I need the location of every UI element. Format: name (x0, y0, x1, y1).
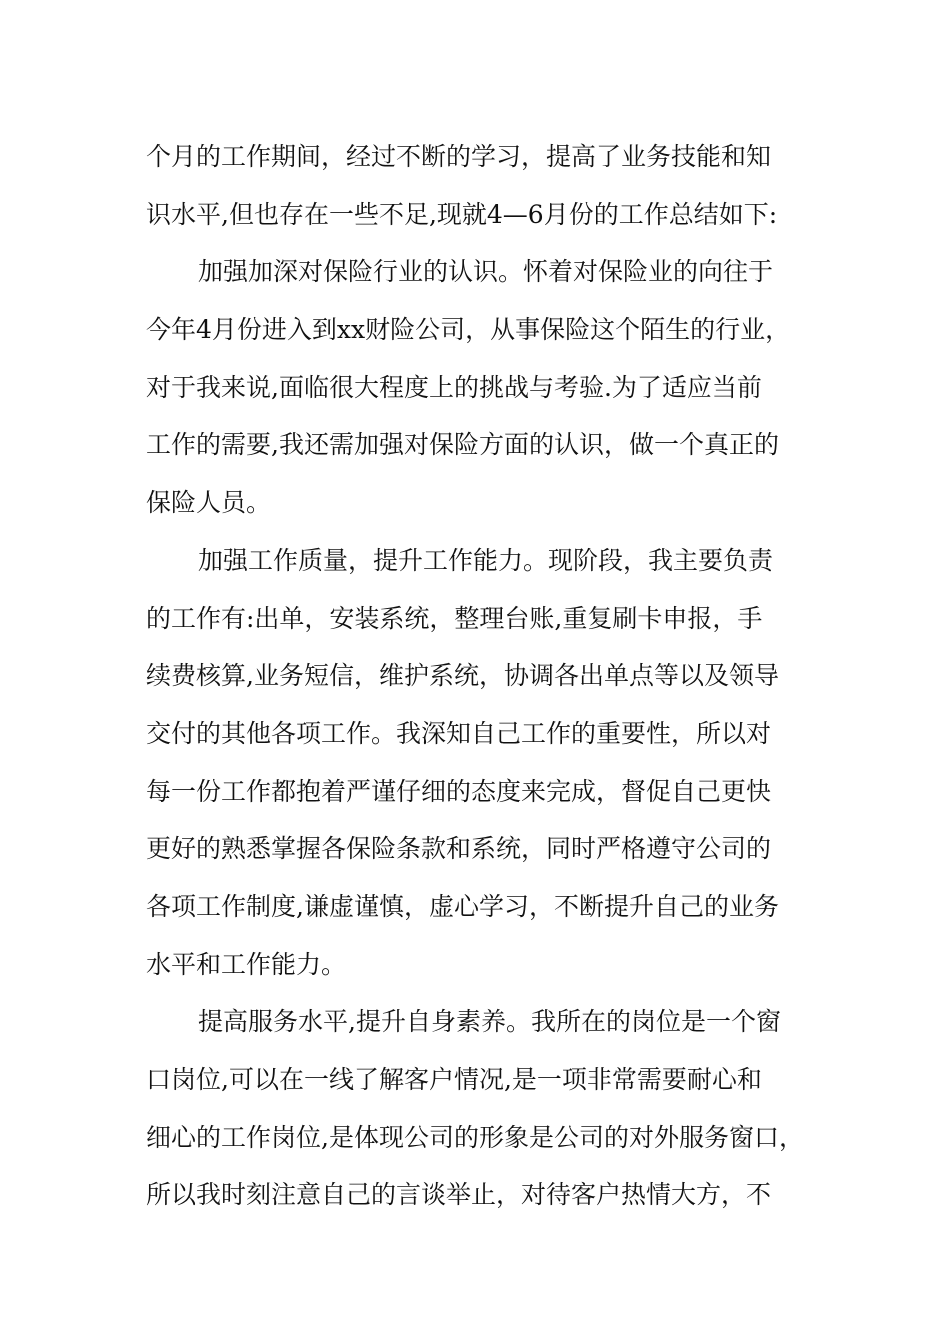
text-line: 口岗位,可以在一线了解客户情况,是一项非常需要耐心和 (146, 1065, 762, 1094)
text-line: 对于我来说,面临很大程度上的挑战与考验.为了适应当前 (146, 372, 762, 402)
text-line: 的工作有:出单，安装系统，整理台账,重复刷卡申报，手 (146, 603, 763, 633)
paragraph-quality (146, 532, 816, 994)
text-line: 所以我时刻注意自己的言谈举止，对待客户热情大方，不 (146, 1180, 772, 1210)
paragraph-intro (146, 128, 816, 243)
paragraph-service (146, 993, 816, 1224)
text-line: 提高服务水平,提升自身素养。我所在的岗位是一个窗 (198, 1007, 781, 1037)
text-line: 保险人员。 (146, 488, 272, 518)
document-body (146, 128, 816, 1224)
text-line: 每一份工作都抱着严谨仔细的态度来完成，督促自己更快 (146, 776, 772, 806)
text-line: 加强工作质量，提升工作能力。现阶段，我主要负责 (198, 545, 774, 575)
paragraph-understanding (146, 243, 816, 531)
text-line: 个月的工作期间，经过不断的学习，提高了业务技能和知 (146, 142, 772, 171)
text-line: 识水平,但也存在一些不足,现就4—6月份的工作总结如下: (146, 199, 778, 229)
text-line: 续费核算,业务短信，维护系统，协调各出单点等以及领导 (146, 661, 779, 691)
text-line: 更好的熟悉掌握各保险条款和系统，同时严格遵守公司的 (146, 834, 772, 864)
text-line: 各项工作制度,谦虚谨慎，虚心学习，不断提升自己的业务 (146, 891, 779, 921)
text-line: 水平和工作能力。 (146, 949, 347, 979)
text-line: 今年4月份进入到xx财险公司，从事保险这个陌生的行业， (146, 315, 791, 345)
text-line: 细心的工作岗位,是体现公司的形象是公司的对外服务窗口， (146, 1122, 804, 1152)
text-line: 交付的其他各项工作。我深知自己工作的重要性，所以对 (146, 718, 772, 748)
text-line: 工作的需要,我还需加强对保险方面的认识，做一个真正的 (146, 430, 779, 460)
text-line: 加强加深对保险行业的认识。怀着对保险业的向往于 (198, 257, 774, 287)
